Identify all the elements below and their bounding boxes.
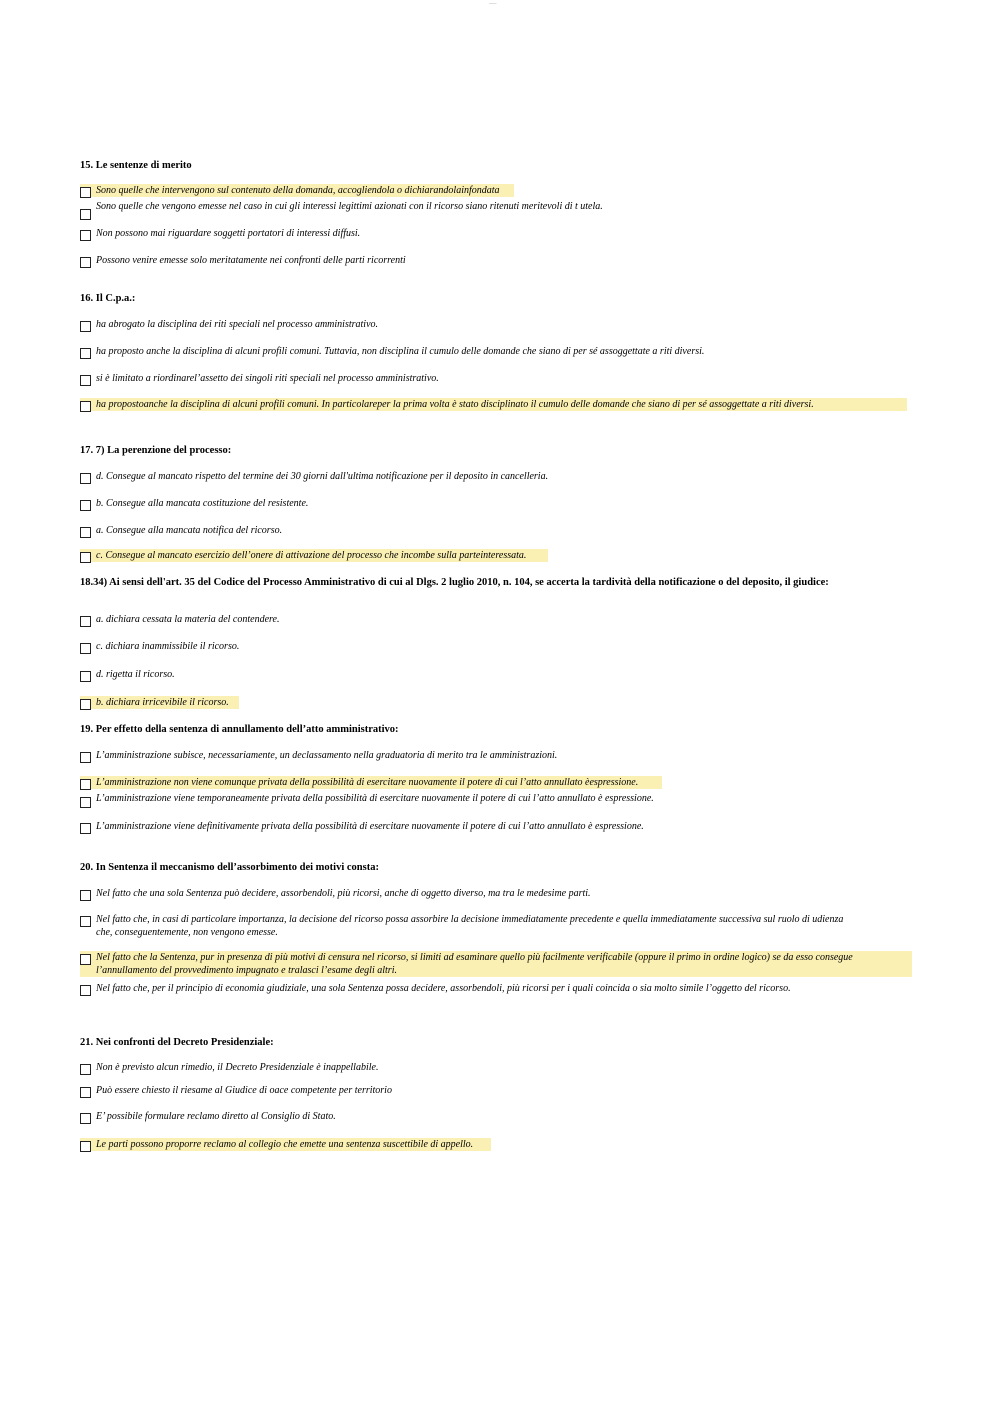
checkbox[interactable]: [80, 797, 91, 808]
checkbox[interactable]: [80, 985, 91, 996]
question-21-option-4[interactable]: Le parti possono proporre reclamo al collegio che emette una sentenza suscettibile di appello.: [80, 1138, 491, 1151]
checkbox[interactable]: [80, 230, 91, 241]
question-19-title: 19. Per effetto della sentenza di annullamento dell’atto amministrativo:: [80, 724, 399, 735]
checkbox[interactable]: [80, 1087, 91, 1098]
question-21-option-3[interactable]: E’ possibile formulare reclamo diretto al Consiglio di Stato.: [80, 1110, 336, 1123]
question-16-option-1[interactable]: ha abrogato la disciplina dei riti speciali nel processo amministrativo.: [80, 318, 378, 331]
question-17-title: 17. 7) La perenzione del processo:: [80, 445, 232, 456]
checkbox[interactable]: [80, 552, 91, 563]
checkbox[interactable]: [80, 209, 91, 220]
checkbox[interactable]: [80, 616, 91, 627]
checkbox[interactable]: [80, 473, 91, 484]
checkbox[interactable]: [80, 257, 91, 268]
question-20-option-2[interactable]: Nel fatto che, in casi di particolare importanza, la decisione del ricorso possa assorbire la decisione immediatamente precedente e quella immediatamente successiva sul ruolo di udienza che, conseguentemente, non vengono emesse.: [80, 913, 860, 939]
checkbox[interactable]: [80, 954, 91, 965]
question-17-option-2[interactable]: b. Consegue alla mancata costituzione del resistente.: [80, 497, 308, 510]
checkbox[interactable]: [80, 1064, 91, 1075]
question-15-title: 15. Le sentenze di merito: [80, 160, 192, 171]
question-15-option-1[interactable]: Sono quelle che intervengono sul contenuto della domanda, accogliendola o dichiarandolainfondata: [80, 184, 514, 197]
page-header-mark: ___: [489, 0, 497, 5]
question-20-option-1[interactable]: Nel fatto che una sola Sentenza può decidere, assorbendoli, più ricorsi, anche di oggetto diverso, ma tra le medesime parti.: [80, 887, 591, 900]
question-20-title: 20. In Sentenza il meccanismo dell’assorbimento dei motivi consta:: [80, 862, 379, 873]
question-18-option-2[interactable]: c. dichiara inammissibile il ricorso.: [80, 640, 239, 653]
checkbox[interactable]: [80, 401, 91, 412]
question-17-option-4[interactable]: c. Consegue al mancato esercizio dell’onere di attivazione del processo che incombe sulla parteinteressata.: [80, 549, 548, 562]
checkbox[interactable]: [80, 348, 91, 359]
checkbox[interactable]: [80, 321, 91, 332]
question-18-option-3[interactable]: d. rigetta il ricorso.: [80, 668, 175, 681]
question-16-option-2[interactable]: ha proposto anche la disciplina di alcuni profili comuni. Tuttavia, non disciplina il cumulo delle domande che siano di per sé assoggettate a riti diversi.: [80, 345, 704, 358]
question-18-option-1[interactable]: a. dichiara cessata la materia del contendere.: [80, 613, 279, 626]
question-16-option-4[interactable]: ha propostoanche la disciplina di alcuni profili comuni. In particolareper la prima volta è stato disciplinato il cumulo delle domande che siano di per sé assoggettate a riti diversi.: [80, 398, 907, 411]
checkbox[interactable]: [80, 779, 91, 790]
question-18-title: 18.34) Ai sensi dell'art. 35 del Codice del Processo Amministrativo di cui al Dlgs. 2 luglio 2010, n. 104, se accerta la tardività della notificazione o del deposito, il giudice:: [80, 577, 829, 588]
question-15-option-3[interactable]: Non possono mai riguardare soggetti portatori di interessi diffusi.: [80, 227, 360, 240]
question-15-option-2[interactable]: Sono quelle che vengono emesse nel caso in cui gli interessi legittimi azionati con il ricorso siano ritenuti meritevoli di t utela.: [80, 200, 603, 213]
question-21-title: 21. Nei confronti del Decreto Presidenziale:: [80, 1037, 274, 1048]
question-19-option-2[interactable]: L’amministrazione non viene comunque privata della possibilità di esercitare nuovamente il potere di cui l’atto annullato èespressione.: [80, 776, 662, 789]
checkbox[interactable]: [80, 699, 91, 710]
question-16-title: 16. Il C.p.a.:: [80, 293, 136, 304]
checkbox[interactable]: [80, 890, 91, 901]
question-21-option-2[interactable]: Può essere chiesto il riesame al Giudice di oace competente per territorio: [80, 1084, 392, 1097]
checkbox[interactable]: [80, 500, 91, 511]
question-17-option-1[interactable]: d. Consegue al mancato rispetto del termine dei 30 giorni dall'ultima notificazione per il deposito in cancelleria.: [80, 470, 548, 483]
question-15-option-4[interactable]: Possono venire emesse solo meritatamente nei confronti delle parti ricorrenti: [80, 254, 406, 267]
question-20-option-4[interactable]: Nel fatto che, per il principio di economia giudiziale, una sola Sentenza possa decidere, assorbendoli, più ricorsi per i quali coincida o sia molto simile l’oggetto del ricorso.: [80, 982, 860, 995]
checkbox[interactable]: [80, 671, 91, 682]
checkbox[interactable]: [80, 1141, 91, 1152]
checkbox[interactable]: [80, 752, 91, 763]
checkbox[interactable]: [80, 527, 91, 538]
checkbox[interactable]: [80, 187, 91, 198]
question-19-option-3[interactable]: L’amministrazione viene temporaneamente privata della possibilità di esercitare nuovamente il potere di cui l’atto annullato è espressione.: [80, 792, 654, 805]
question-17-option-3[interactable]: a. Consegue alla mancata notifica del ricorso.: [80, 524, 282, 537]
question-19-option-1[interactable]: L’amministrazione subisce, necessariamente, un declassamento nella graduatoria di merito tra le amministrazioni.: [80, 749, 557, 762]
checkbox[interactable]: [80, 375, 91, 386]
checkbox[interactable]: [80, 916, 91, 927]
question-21-option-1[interactable]: Non è previsto alcun rimedio, il Decreto Presidenziale è inappellabile.: [80, 1061, 378, 1074]
checkbox[interactable]: [80, 823, 91, 834]
question-18-option-4[interactable]: b. dichiara irricevibile il ricorso.: [80, 696, 239, 709]
question-20-option-3[interactable]: Nel fatto che la Sentenza, pur in presenza di più motivi di censura nel ricorso, si limiti ad esaminare quello più facilmente verificabile (oppure il primo in ordine logico) se da esso consegue l’annullamento del provvedimento impugnato e tralasci l’esame degli altri.: [80, 951, 912, 977]
question-19-option-4[interactable]: L’amministrazione viene definitivamente privata della possibilità di esercitare nuovamente il potere di cui l’atto annullato è espressione.: [80, 820, 644, 833]
question-16-option-3[interactable]: si è limitato a riordinarel’assetto dei singoli riti speciali nel processo amministrativo.: [80, 372, 439, 385]
checkbox[interactable]: [80, 1113, 91, 1124]
checkbox[interactable]: [80, 643, 91, 654]
